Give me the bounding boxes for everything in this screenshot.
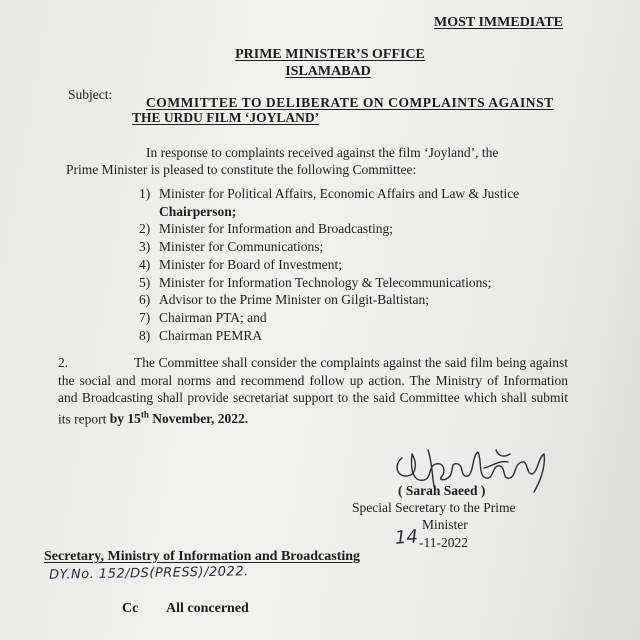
list-item: 8) Chairman PEMRA xyxy=(139,327,263,343)
recipient-title: Secretary, Ministry of Information and Broadcasting xyxy=(44,549,361,564)
subject-line-1: COMMITTEE TO DELIBERATE ON COMPLAINTS AGAINST xyxy=(146,95,554,110)
list-item: 1) Minister for Political Affairs, Economic Affairs and Law & Justice xyxy=(139,186,520,201)
subject-line-2: THE URDU FILM ‘JOYLAND’ xyxy=(132,110,320,125)
paragraph-2-number: 2. xyxy=(58,355,69,370)
subject-label: Subject: xyxy=(68,87,113,102)
office-heading xyxy=(0,46,640,80)
paragraph-2-body: The Committee shall consider the complaints against the said film being against the social and moral norms and recommend follow up action. The Ministry of Information and Broadcasting shall provide secretariat support to the said Committee which shall submit its report xyxy=(58,355,568,426)
chairperson-note: Chairperson; xyxy=(159,203,237,219)
office-city: ISLAMABAD xyxy=(285,64,371,79)
list-item: 5) Minister for Information Technology & Telecommunications; xyxy=(139,274,492,290)
signatory-title-cont: Minister xyxy=(422,517,468,532)
list-item: 6) Advisor to the Prime Minister on Gilgit-Baltistan; xyxy=(139,292,429,308)
paragraph-1-line-1: In response to complaints received against the film ‘Joyland’, the xyxy=(146,145,499,160)
handwritten-date-day: 14 xyxy=(394,526,419,549)
office-name: PRIME MINISTER’S OFFICE xyxy=(235,47,425,62)
list-item: 3) Minister for Communications; xyxy=(139,239,324,255)
cc-value: All concerned xyxy=(166,601,249,616)
list-item: 4) Minister for Board of Investment; xyxy=(139,256,342,272)
paragraph-2 xyxy=(58,354,568,428)
committee-list xyxy=(139,185,519,344)
list-item: 2) Minister for Information and Broadcasting; xyxy=(139,221,393,237)
handwritten-dy-number: DY.No. 152/DS(PRESS)/2022. xyxy=(48,564,249,583)
signatory-title: Special Secretary to the Prime xyxy=(352,500,516,515)
signature-date: -11-2022 xyxy=(419,535,468,550)
paragraph-1-line-2: Prime Minister is pleased to constitute the following Committee: xyxy=(66,162,417,177)
list-item: 7) Chairman PTA; and xyxy=(139,309,267,325)
report-deadline: by 15th November, 2022. xyxy=(109,409,249,426)
priority-label: MOST IMMEDIATE xyxy=(434,15,563,30)
signatory-name: ( Sarah Saeed ) xyxy=(398,483,486,498)
cc-label: Cc xyxy=(122,601,139,616)
